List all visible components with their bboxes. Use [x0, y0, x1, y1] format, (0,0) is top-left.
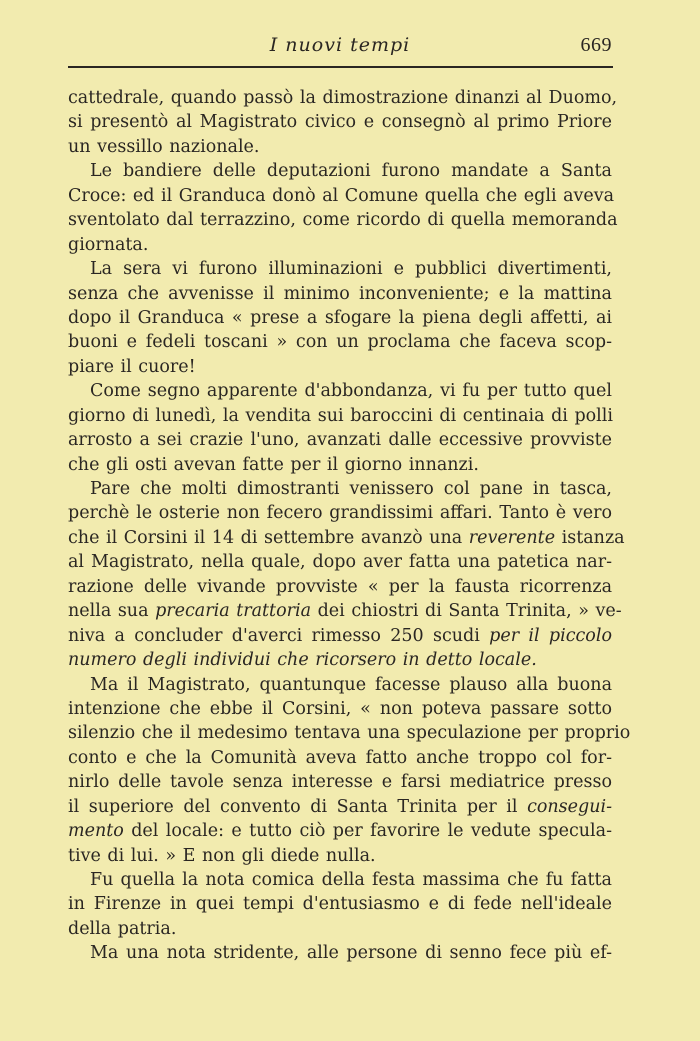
text-line [68, 257, 612, 281]
italic-text: consegui- [527, 796, 612, 817]
text-run: tive di lui. » E non gli diede nulla. [68, 845, 376, 866]
text-line [68, 648, 612, 672]
text-line [68, 110, 612, 134]
text-run: Pare che molti dimostranti venissero col pane in tasca, [90, 479, 612, 499]
text-line [68, 575, 612, 599]
text-run: sventolato dal terrazzino, come ricordo di quella memoranda [68, 210, 618, 231]
text-run: cattedrale, quando passò la dimostrazione dinanzi al Duomo, [68, 88, 618, 108]
text-line [68, 770, 612, 794]
text-run: Ma una nota stridente, alle persone di senno fece più ef- [90, 943, 612, 964]
text-line [68, 159, 612, 183]
text-run: niva a concluder d'averci rimesso 250 scudi [68, 625, 490, 646]
italic-text: mento [68, 821, 124, 842]
text-run: si presentò al Magistrato civico e consegnò al primo Priore [68, 112, 612, 133]
text-line [68, 844, 612, 868]
text-run: nirlo delle tavole senza interesse e farsi mediatrice presso [68, 772, 612, 793]
text-line [68, 599, 622, 623]
text-run: Come segno apparente d'abbondanza, vi fu per tutto quel [90, 381, 612, 402]
text-line [68, 941, 612, 965]
text-run: senza che avvenisse il minimo inconveniente; e la mattina [68, 283, 612, 304]
text-line [68, 526, 625, 550]
text-line [68, 697, 612, 721]
text-run: il superiore del convento di Santa Trinita per il [68, 796, 528, 817]
text-line [68, 501, 612, 525]
running-title: I nuovi tempi [269, 34, 411, 56]
text-run: al Magistrato, nella quale, dopo aver fatta una patetica nar- [68, 552, 612, 573]
text-line [68, 355, 612, 379]
text-line [68, 306, 612, 330]
italic-text: numero degli individui che ricorsero in detto locale. [68, 650, 537, 671]
text-run: della patria. [68, 918, 177, 939]
text-run: buoni e fedeli toscani » con un proclama che faceva scop- [68, 332, 612, 353]
running-header [68, 30, 612, 62]
text-line [68, 721, 631, 745]
text-run: nella sua [68, 601, 156, 622]
text-line [68, 135, 612, 159]
text-run: giornata. [68, 234, 149, 255]
text-line [68, 746, 612, 770]
text-line [68, 428, 612, 452]
text-run: del locale: e tutto ciò per favorire le vedute specula- [123, 821, 612, 842]
text-run: Croce: ed il Granduca donò al Comune quella che egli aveva [68, 185, 615, 206]
text-line [68, 453, 612, 477]
text-run: La sera vi furono illuminazioni e pubblici divertimenti, [90, 259, 612, 280]
text-line [68, 917, 612, 941]
text-line [68, 208, 618, 232]
text-run: Ma il Magistrato, quantunque facesse plauso alla buona [90, 674, 612, 695]
text-line [68, 233, 612, 257]
text-run: dopo il Granduca « prese a sfogare la piena degli affetti, ai [68, 307, 612, 328]
text-line [68, 379, 612, 403]
header-rule [68, 66, 613, 68]
body-text [68, 86, 631, 966]
text-run: dei chiostri di Santa Trinita, » ve- [311, 601, 622, 622]
text-line [68, 86, 618, 110]
italic-text: precaria trattoria [155, 601, 312, 622]
text-line [68, 282, 612, 306]
text-run: intenzione che ebbe il Corsini, « non poteva passare sotto [68, 698, 612, 719]
text-run: Le bandiere delle deputazioni furono mandate a Santa [90, 161, 612, 182]
text-run: giorno di lunedì, la vendita sui baroccini di centinaia di polli [68, 405, 613, 426]
text-run: arrosto a sei crazie l'uno, avanzati dalle eccessive provviste [68, 430, 612, 451]
text-line [68, 330, 612, 354]
text-run: un vessillo nazionale. [68, 136, 260, 157]
text-line [68, 184, 615, 208]
text-line [68, 892, 612, 916]
page-number: 669 [580, 34, 612, 56]
text-line [68, 624, 612, 648]
text-run: in Firenze in quei tempi d'entusiasmo e di fede nell'ideale [68, 894, 612, 915]
text-line [68, 477, 612, 501]
text-run: silenzio che il medesimo tentava una speculazione per proprio [68, 723, 631, 744]
text-line [68, 550, 612, 574]
text-line [68, 819, 612, 843]
text-run: conto e che la Comunità aveva fatto anche troppo col for- [68, 747, 612, 768]
text-run: che gli osti avevan fatte per il giorno innanzi. [68, 454, 479, 475]
text-line [68, 673, 612, 697]
text-run: razione delle vivande provviste « per la fausta ricorrenza [68, 576, 612, 597]
text-line [68, 404, 612, 428]
italic-text: per il piccolo [489, 625, 612, 646]
text-run: che il Corsini il 14 di settembre avanzò una [68, 527, 469, 548]
text-run: perchè le osterie non fecero grandissimi affari. Tanto è vero [68, 503, 612, 524]
text-run: Fu quella la nota comica della festa massima che fu fatta [90, 870, 612, 890]
text-line [68, 868, 612, 892]
text-run: piare il cuore! [68, 356, 196, 377]
text-line [68, 795, 612, 819]
italic-text: reverente [468, 527, 556, 548]
text-run: istanza [555, 527, 625, 548]
